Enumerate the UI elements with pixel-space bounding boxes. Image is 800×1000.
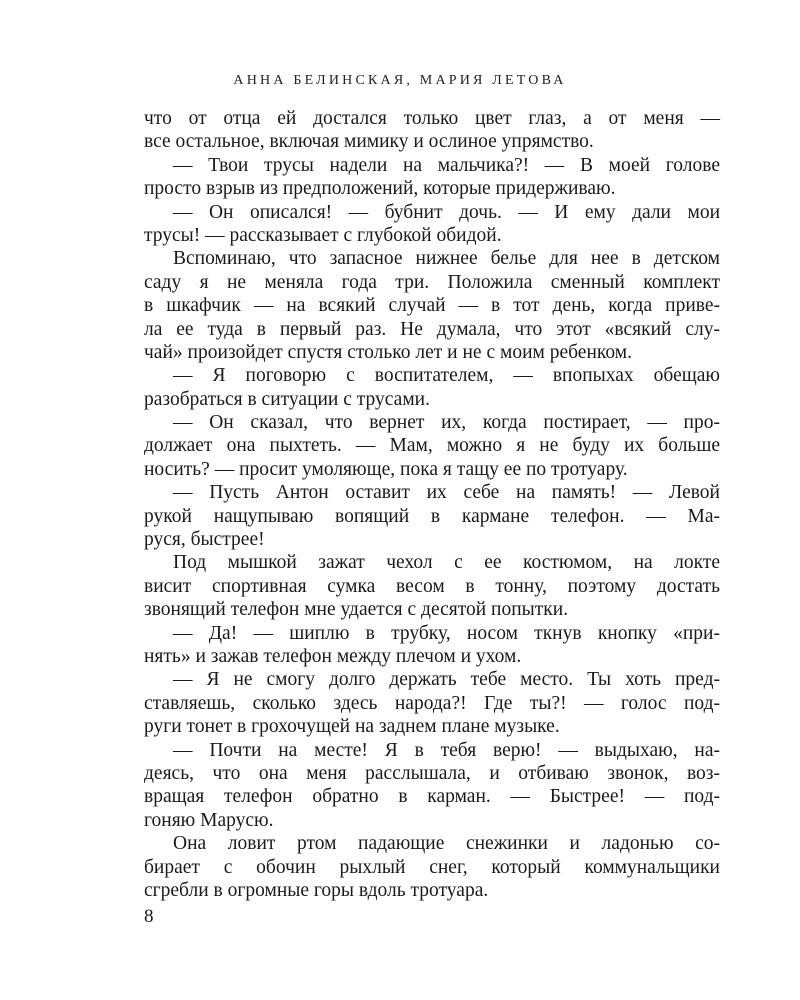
text-line: — Почти на месте! Я в тебя верю! — выдыхаю, на- — [173, 739, 720, 761]
text-line: в шкафчик — на всякий случай — в тот день, когда приве- — [144, 295, 720, 317]
text-line: Под мышкой зажат чехол с ее костюмом, на локте — [173, 552, 720, 574]
text-line: руги тонет в грохочущей на заднем плане музыке. — [144, 716, 560, 738]
text-line: — Он описался! — бубнит дочь. — И ему дали мои — [173, 201, 720, 223]
text-line: Она ловит ртом падающие снежинки и ладонью со- — [173, 833, 720, 855]
text-line: деясь, что она меня расслышала, и отбиваю звонок, воз- — [144, 762, 720, 784]
text-line: саду я не меняла года три. Положила сменный комплект — [144, 271, 720, 293]
text-line: звонящий телефон мне удается с десятой попытки. — [144, 599, 569, 621]
text-line: все остальное, включая мимику и ослиное упрямство. — [144, 131, 594, 153]
running-header: АННА БЕЛИНСКАЯ, МАРИЯ ЛЕТОВА — [233, 73, 567, 88]
text-line: трусы! — рассказывает с глубокой обидой. — [144, 224, 502, 246]
text-line: гоняю Марусю. — [144, 809, 274, 831]
text-line: руся, быстрее! — [144, 529, 265, 551]
text-line: Вспоминаю, что запасное нижнее белье для нее в детском — [173, 248, 720, 270]
text-line: бирает с обочин рыхлый снег, который коммунальщики — [144, 856, 720, 878]
text-line: — Он сказал, что вернет их, когда постирает, — про- — [173, 412, 720, 434]
text-line: нять» и зажав телефон между плечом и ухом. — [144, 645, 522, 667]
body-text — [144, 107, 720, 902]
text-line: должает она пыхтеть. — Мам, можно я не буду их больше — [144, 435, 720, 457]
page-number: 8 — [144, 906, 154, 927]
text-line: — Я поговорю с воспитателем, — впопыхах обещаю — [173, 365, 720, 387]
text-line: вращая телефон обратно в карман. — Быстрее! — под- — [144, 786, 720, 808]
text-line: ла ее туда в первый раз. Не думала, что этот «всякий слу- — [144, 318, 720, 340]
text-line: — Пусть Антон оставит их себе на память! — Левой — [173, 482, 720, 504]
text-line: носить? — просит умоляюще, пока я тащу ее по тротуару. — [144, 458, 628, 480]
text-line: чай» произойдет спустя столько лет и не с моим ребенком. — [144, 341, 632, 363]
text-line: — Я не смогу долго держать тебе место. Ты хоть пред- — [173, 669, 720, 691]
text-line: просто взрыв из предположений, которые придерживаю. — [144, 178, 616, 200]
text-line: разобраться в ситуации с трусами. — [144, 388, 430, 410]
text-line: рукой нащупываю вопящий в кармане телефон. — Ма- — [144, 505, 720, 527]
text-line: — Да! — шиплю в трубку, носом ткнув кнопку «при- — [173, 622, 720, 644]
text-line: сгребли в огромные горы вдоль тротуара. — [144, 879, 489, 901]
text-line: — Твои трусы надели на мальчика?! — В моей голове — [173, 154, 720, 176]
text-line: ставляешь, сколько здесь народа?! Где ты?! — голос под- — [144, 692, 720, 714]
text-line: висит спортивная сумка весом в тонну, поэтому достать — [144, 575, 720, 597]
text-line: что от отца ей достался только цвет глаз, а от меня — — [144, 108, 720, 129]
